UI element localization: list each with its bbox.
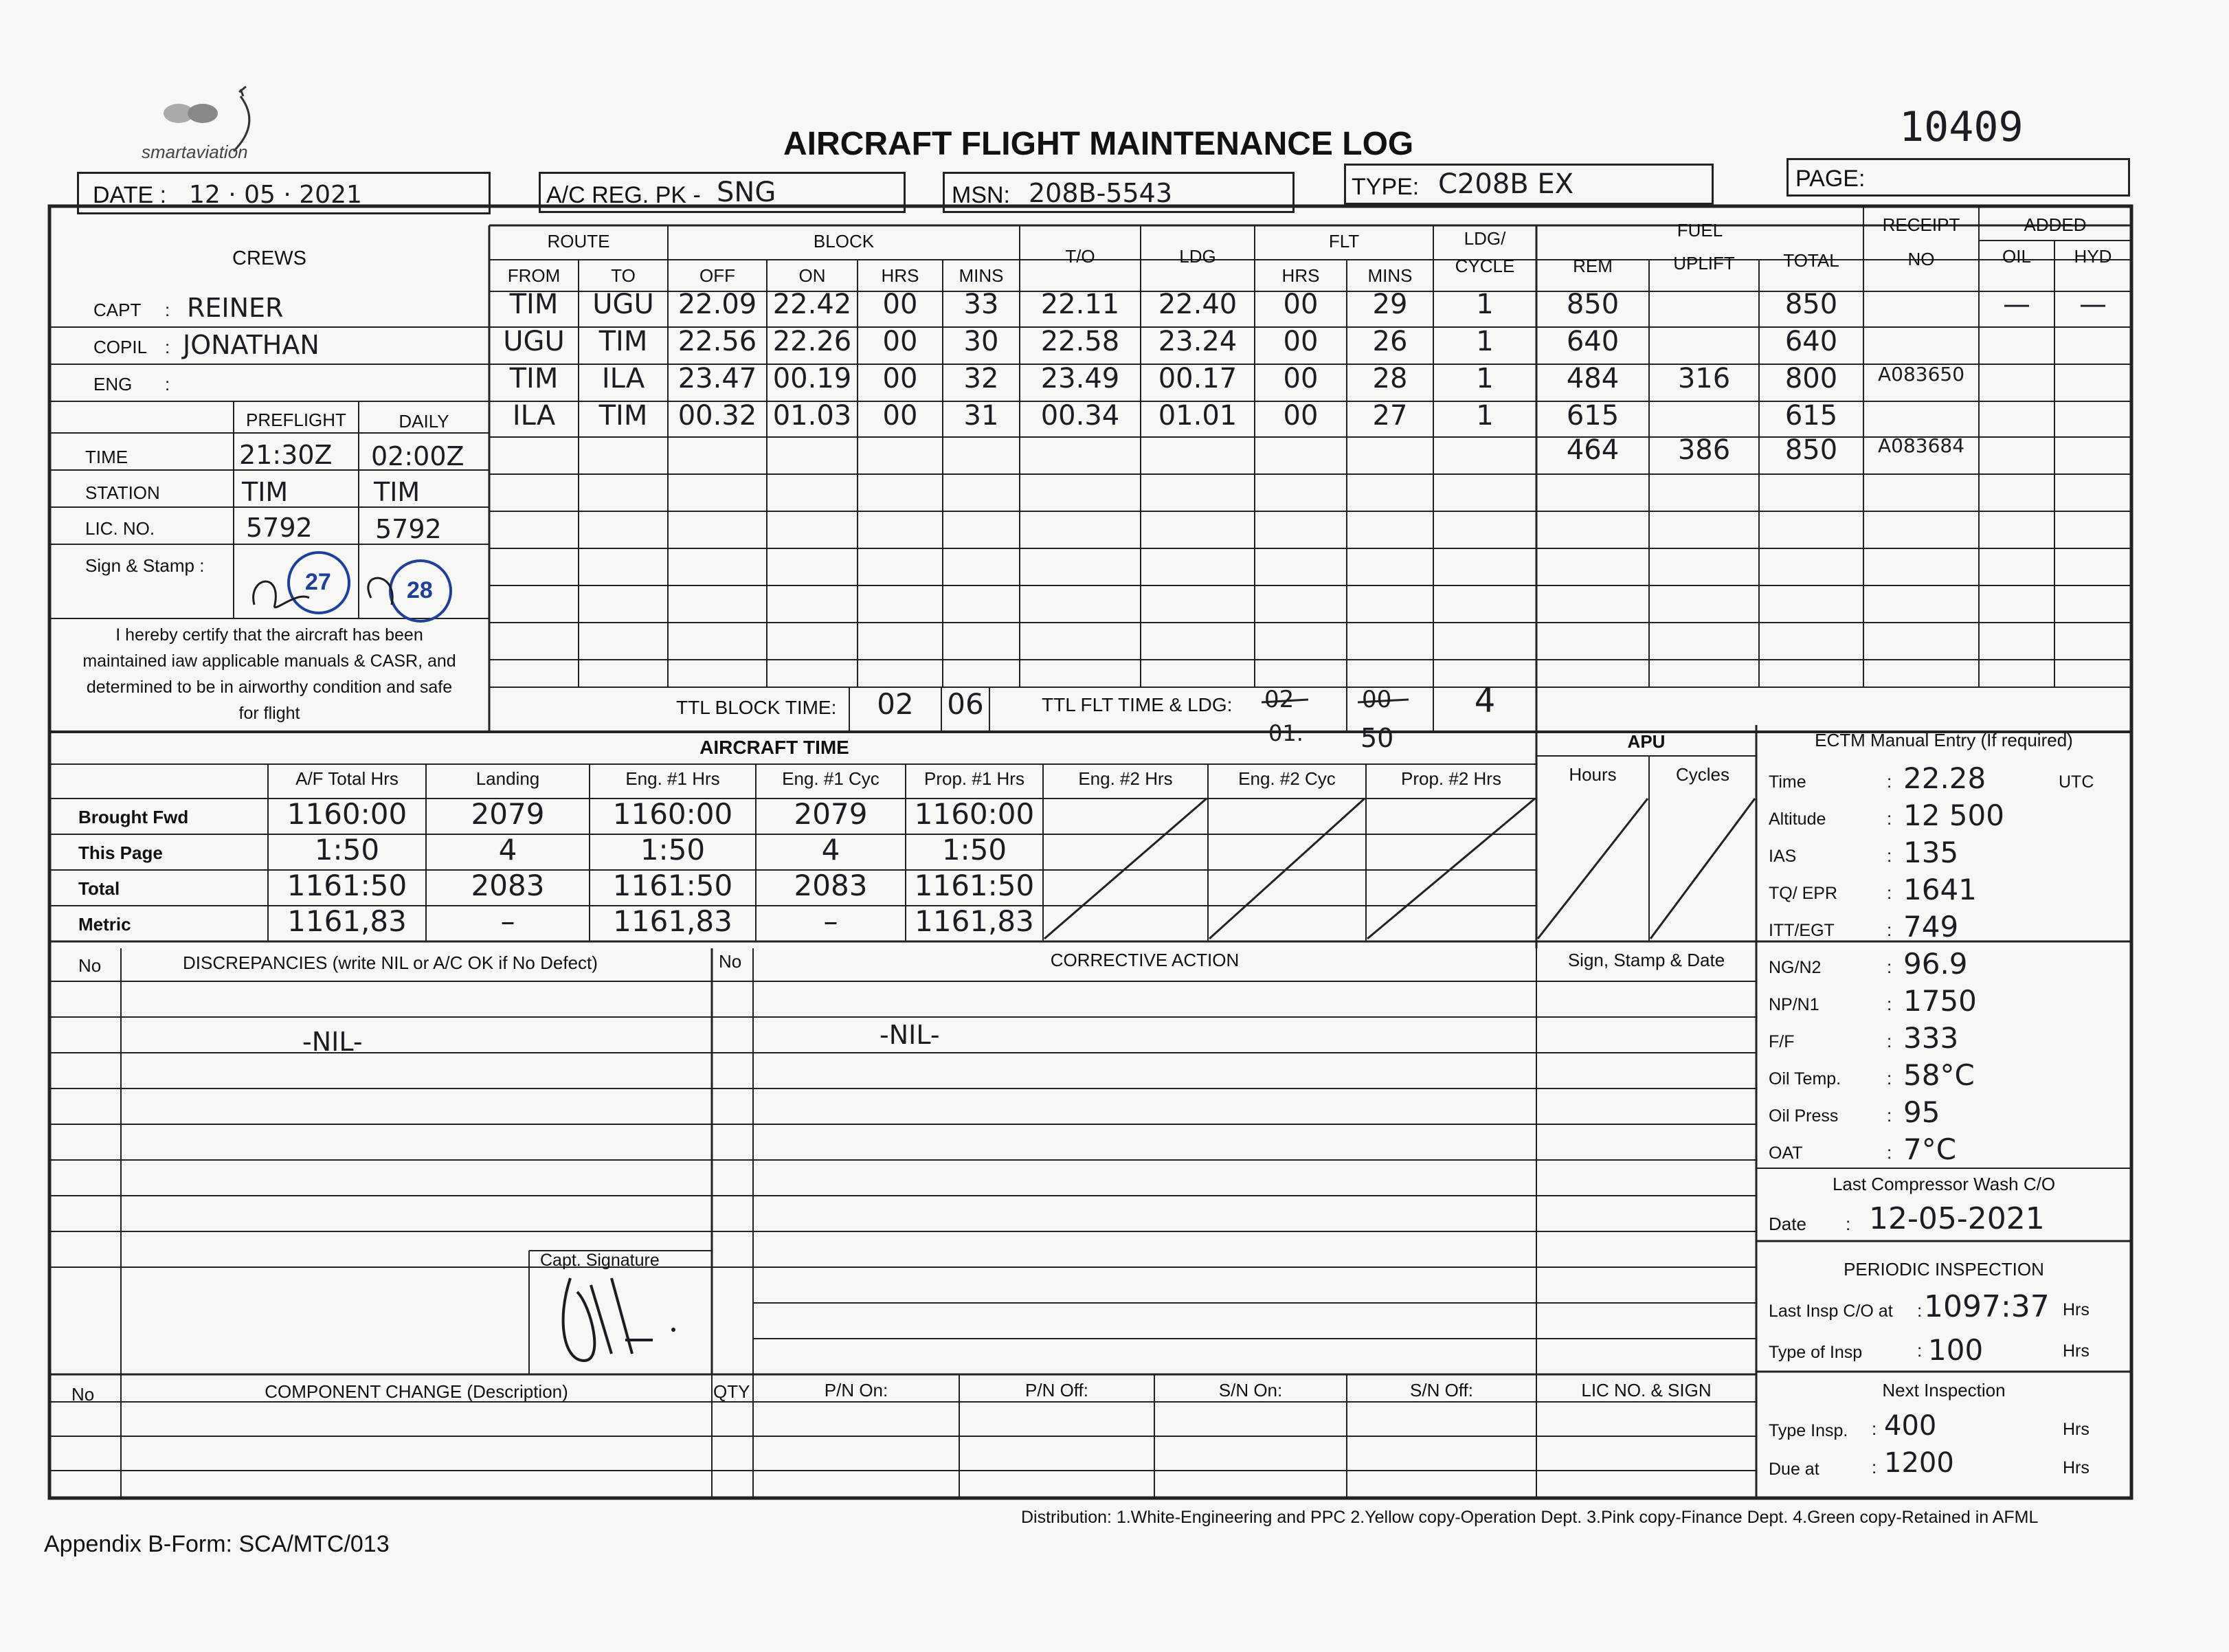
flight-cell-on: 00.19 [772, 363, 852, 394]
col-fuel: FUEL [1677, 220, 1723, 241]
col-oil: OIL [2002, 246, 2031, 267]
due-at-value: 1200 [1884, 1447, 1954, 1479]
aircraft-time-cell-af: 1161:50 [287, 869, 407, 902]
ectm-label: Time [1769, 772, 1806, 792]
form-code: Appendix B-Form: SCA/MTC/013 [44, 1531, 390, 1557]
flight-cell-total: 615 [1784, 400, 1838, 432]
periodic-title: PERIODIC INSPECTION [1844, 1259, 2044, 1280]
aircraft-time-cell-eng1cyc: 2083 [794, 869, 868, 902]
comp-qty-header: QTY [713, 1381, 750, 1402]
ectm-value: 96.9 [1903, 947, 1968, 981]
ectm-value: 22.28 [1903, 761, 1986, 795]
aircraft-time-cell-af: 1160:00 [287, 797, 407, 831]
date-value: 12 · 05 · 2021 [189, 181, 362, 209]
col-route: ROUTE [547, 231, 610, 252]
flight-cell-cyc: 1 [1476, 363, 1494, 394]
flight-cell-rem: 484 [1566, 363, 1620, 394]
flight-cell-uplift: 316 [1677, 363, 1731, 394]
daily-header: DAILY [399, 411, 449, 432]
aircraft-time-row-label: This Page [78, 842, 163, 863]
flight-cell-from: TIM [509, 289, 559, 320]
last-insp-value: 1097:37 [1924, 1289, 2050, 1324]
eng-label: ENG [93, 374, 133, 394]
flight-cell-total: 850 [1784, 434, 1838, 466]
aircraft-time-header: Eng. #1 Cyc [782, 768, 880, 789]
next-type-value: 400 [1884, 1410, 1937, 1442]
type-insp-colon: : [1917, 1340, 1923, 1361]
col-ldg-cycle-1: LDG/ [1464, 228, 1506, 249]
flight-cell-hyd: — [2079, 289, 2107, 320]
aircraft-time-header: Eng. #2 Hrs [1078, 768, 1173, 789]
flight-cell-to_t: 22.58 [1040, 326, 1120, 357]
ectm-label: OAT [1769, 1143, 1803, 1163]
form-title: AIRCRAFT FLIGHT MAINTENANCE LOG [783, 126, 1414, 162]
distribution-note: Distribution: 1.White-Engineering and PPC 2.Yellow copy-Operation Dept. 3.Pink copy-Finance Dept. 4.Green copy-Retained in AFML [1021, 1508, 2039, 1527]
aircraft-time-cell-eng1: 1160:00 [612, 797, 733, 831]
ca-text: -NIL- [880, 1020, 940, 1050]
ttl-block-hrs: 02 [877, 687, 914, 721]
comp-lic-sign: LIC NO. & SIGN [1581, 1380, 1712, 1400]
ectm-value: 333 [1903, 1021, 1959, 1055]
flight-cell-on: 01.03 [772, 400, 852, 432]
col-receipt-2: NO [1907, 249, 1935, 269]
ttl-flt-label: TTL FLT TIME & LDG: [1042, 694, 1233, 715]
ectm-label: F/F [1769, 1032, 1795, 1051]
ectm-colon: : [1887, 882, 1892, 903]
flight-cell-off: 23.47 [677, 363, 757, 394]
flight-cell-from: UGU [503, 326, 565, 357]
copil-name: JONATHAN [183, 330, 320, 360]
flight-cell-receipt: A083650 [1877, 363, 1965, 386]
captain-signature [550, 1264, 701, 1374]
disc-text: -NIL- [302, 1027, 363, 1057]
brand-logo [137, 82, 302, 165]
comp-pn-off: P/N Off: [1025, 1380, 1088, 1400]
ectm-value: 95 [1903, 1095, 1940, 1129]
flight-cell-total: 800 [1784, 363, 1838, 394]
due-at-colon: : [1872, 1457, 1877, 1477]
last-insp-colon: : [1917, 1300, 1923, 1321]
ca-no-header: No [719, 951, 742, 972]
flight-cell-total: 640 [1784, 326, 1838, 357]
col-to: TO [611, 265, 636, 286]
flight-cell-ldg: 01.01 [1158, 400, 1237, 432]
next-insp-title: Next Inspection [1882, 1380, 2006, 1400]
flight-cell-rem: 615 [1566, 400, 1620, 432]
sign-stamp-date-header: Sign, Stamp & Date [1567, 950, 1725, 970]
ectm-value: 7°C [1903, 1132, 1957, 1166]
col-block: BLOCK [813, 231, 875, 252]
last-insp-hrs: Hrs [2063, 1300, 2090, 1319]
copil-colon: : [165, 337, 170, 357]
ttl-block-label: TTL BLOCK TIME: [676, 697, 837, 718]
ca-title: CORRECTIVE ACTION [1050, 950, 1240, 970]
wash-colon: : [1846, 1214, 1851, 1234]
flight-cell-fh: 00 [1283, 289, 1319, 320]
flight-cell-to: UGU [592, 289, 654, 320]
lic-preflight: 5792 [246, 513, 313, 543]
next-type-label: Type Insp. [1769, 1421, 1848, 1440]
type-value: C208B EX [1438, 168, 1574, 200]
cert-line-1: I hereby certify that the aircraft has been [115, 625, 423, 645]
comp-sn-off: S/N Off: [1410, 1380, 1473, 1400]
ectm-value: 12 500 [1903, 799, 2004, 832]
col-rem: REM [1573, 256, 1613, 276]
capt-label: CAPT [93, 300, 142, 320]
preflight-signature [234, 550, 467, 618]
comp-title: COMPONENT CHANGE (Description) [265, 1381, 568, 1402]
flight-cell-on: 22.42 [772, 289, 852, 320]
ectm-colon: : [1887, 994, 1892, 1014]
aircraft-time-header: Landing [475, 768, 540, 789]
ectm-colon: : [1887, 1105, 1892, 1126]
ttl-flt-hrs-struck: 02 [1264, 686, 1295, 713]
reg-label: A/C REG. PK - [546, 182, 701, 208]
aircraft-time-cell-landing: 2083 [471, 869, 545, 902]
wash-date-label: Date [1769, 1214, 1806, 1234]
ectm-label: Oil Temp. [1769, 1069, 1841, 1089]
aircraft-time-title: AIRCRAFT TIME [699, 737, 849, 758]
time-label: TIME [85, 447, 128, 467]
flight-cell-from: TIM [509, 363, 559, 394]
col-ldg: LDG [1179, 246, 1216, 267]
flight-cell-hrs: 00 [882, 289, 918, 320]
flight-cell-mins: 30 [963, 326, 999, 357]
flight-cell-rem: 640 [1566, 326, 1620, 357]
msn-label: MSN: [952, 182, 1010, 208]
capt-name: REINER [187, 293, 284, 323]
flight-cell-to: TIM [598, 400, 648, 432]
ectm-label: IAS [1769, 847, 1797, 866]
flight-cell-total: 850 [1784, 289, 1838, 320]
ttl-block-mins: 06 [947, 687, 984, 721]
ectm-colon: : [1887, 845, 1892, 866]
ectm-colon: : [1887, 808, 1892, 829]
aircraft-time-cell-eng1cyc: 2079 [794, 797, 868, 831]
aircraft-time-cell-eng1: 1:50 [640, 833, 706, 867]
wash-title: Last Compressor Wash C/O [1832, 1174, 2056, 1194]
page-label: PAGE: [1795, 166, 1866, 192]
aircraft-time-header: Eng. #1 Hrs [625, 768, 720, 789]
col-flt-mins: MINS [1367, 265, 1413, 286]
ectm-label: NP/N1 [1769, 995, 1819, 1014]
aircraft-time-header: A/F Total Hrs [295, 768, 399, 789]
msn-value: 208B-5543 [1029, 178, 1173, 208]
flight-cell-cyc: 1 [1476, 289, 1494, 320]
flight-cell-on: 22.26 [772, 326, 852, 357]
aircraft-time-cell-prop1: 1:50 [941, 833, 1007, 867]
flight-cell-rem: 464 [1566, 434, 1620, 466]
cert-line-2: maintained iaw applicable manuals & CASR, and [82, 651, 456, 671]
col-on: ON [798, 265, 826, 286]
ectm-value: 749 [1903, 910, 1959, 944]
msn-box [943, 172, 1295, 213]
aircraft-time-header: Prop. #1 Hrs [924, 768, 1024, 789]
aircraft-time-cell-landing: – [500, 904, 515, 938]
col-receipt-1: RECEIPT [1882, 214, 1960, 235]
ectm-label: NG/N2 [1769, 958, 1822, 977]
aircraft-time-header: Eng. #2 Cyc [1238, 768, 1336, 789]
preflight-header: PREFLIGHT [246, 410, 346, 430]
flight-cell-to_t: 23.49 [1040, 363, 1120, 394]
flight-cell-to: ILA [601, 363, 645, 394]
ectm-colon: : [1887, 957, 1892, 977]
last-insp-label: Last Insp C/O at [1769, 1302, 1893, 1321]
disc-no-header: No [78, 955, 102, 976]
aircraft-time-cell-af: 1161,83 [287, 904, 407, 938]
flight-cell-off: 00.32 [677, 400, 757, 432]
ectm-value: 1750 [1903, 984, 1977, 1018]
flight-cell-off: 22.56 [677, 326, 757, 357]
col-off: OFF [699, 265, 735, 286]
ectm-colon: : [1887, 1031, 1892, 1051]
apu-hours: Hours [1569, 764, 1617, 785]
ectm-value: 1641 [1903, 873, 1977, 906]
flight-cell-oil: — [2003, 289, 2030, 320]
capt-signature-label: Capt. Signature [540, 1251, 660, 1270]
col-flt: FLT [1328, 231, 1360, 252]
ectm-title: ECTM Manual Entry (If required) [1815, 730, 2073, 750]
ectm-value: 135 [1903, 836, 1959, 869]
ttl-flt-mins-struck: 00 [1362, 686, 1392, 713]
flight-cell-ldg: 22.40 [1158, 289, 1237, 320]
aircraft-time-row-label: Brought Fwd [78, 807, 189, 827]
time-daily: 02:00Z [371, 441, 464, 471]
lic-daily: 5792 [375, 514, 442, 544]
ectm-colon: : [1887, 771, 1892, 792]
col-hyd: HYD [2074, 246, 2112, 267]
ectm-colon: : [1887, 1142, 1892, 1163]
serial-number: 10409 [1899, 103, 2024, 151]
comp-pn-on: P/N On: [824, 1380, 888, 1400]
col-ldg-cycle-2: CYCLE [1455, 256, 1515, 276]
disc-title: DISCREPANCIES (write NIL or A/C OK if No Defect) [183, 952, 598, 973]
aircraft-time-cell-eng1: 1161:50 [612, 869, 733, 902]
flight-cell-fm: 28 [1372, 363, 1408, 394]
ectm-unit: UTC [2059, 772, 2094, 792]
next-type-hrs: Hrs [2063, 1420, 2090, 1439]
col-uplift: UPLIFT [1673, 253, 1735, 274]
flight-cell-fm: 27 [1372, 400, 1408, 432]
ectm-label: TQ/ EPR [1769, 884, 1838, 903]
brand-name: smartaviation [142, 142, 248, 162]
flight-cell-hrs: 00 [882, 400, 918, 432]
flight-cell-hrs: 00 [882, 326, 918, 357]
eng-colon: : [165, 374, 170, 394]
ttl-flt-hrs: 01. [1268, 720, 1303, 746]
aircraft-time-cell-af: 1:50 [314, 833, 380, 867]
flight-cell-ldg: 00.17 [1158, 363, 1237, 394]
ectm-label: Altitude [1769, 810, 1826, 829]
station-label: STATION [85, 482, 160, 503]
flight-cell-cyc: 1 [1476, 400, 1494, 432]
cert-line-4: for flight [238, 704, 300, 723]
flight-cell-mins: 33 [963, 289, 999, 320]
flight-cell-rem: 850 [1566, 289, 1620, 320]
flight-cell-fh: 00 [1283, 326, 1319, 357]
comp-no-header: No [71, 1384, 95, 1405]
type-box [1344, 164, 1714, 205]
ttl-flt-mins: 50 [1360, 723, 1394, 753]
due-at-label: Due at [1769, 1460, 1819, 1479]
time-preflight: 21:30Z [239, 440, 333, 470]
next-type-colon: : [1872, 1418, 1877, 1439]
type-insp-label: Type of Insp [1769, 1343, 1863, 1362]
ectm-value: 58°C [1903, 1058, 1975, 1092]
col-total: TOTAL [1783, 250, 1839, 271]
aircraft-time-row-label: Total [78, 878, 120, 899]
flight-cell-fm: 29 [1372, 289, 1408, 320]
flight-cell-off: 22.09 [677, 289, 757, 320]
col-hrs: HRS [881, 265, 919, 286]
sign-stamp-label: Sign & Stamp : [85, 555, 205, 576]
date-label: DATE : [93, 182, 167, 208]
flight-cell-hrs: 00 [882, 363, 918, 394]
col-crews: CREWS [232, 247, 306, 269]
flight-cell-to_t: 00.34 [1040, 400, 1120, 432]
ectm-colon: : [1887, 919, 1892, 940]
aircraft-time-cell-landing: 2079 [471, 797, 545, 831]
station-daily: TIM [374, 477, 421, 507]
stamp-1-number: 27 [305, 569, 331, 595]
reg-value: SNG [717, 177, 776, 208]
type-insp-hrs: Hrs [2063, 1341, 2090, 1361]
aircraft-time-header: Prop. #2 Hrs [1401, 768, 1501, 789]
aircraft-time-cell-prop1: 1161:50 [914, 869, 1035, 902]
flight-cell-mins: 32 [963, 363, 999, 394]
flight-cell-fh: 00 [1283, 400, 1319, 432]
stamp-2-number: 28 [407, 577, 433, 603]
flight-cell-to_t: 22.11 [1040, 289, 1120, 320]
ectm-label: Oil Press [1769, 1106, 1839, 1126]
flight-cell-fm: 26 [1372, 326, 1408, 357]
comp-sn-on: S/N On: [1218, 1380, 1283, 1400]
date-box [77, 172, 491, 214]
aircraft-time-cell-eng1cyc: – [823, 904, 838, 938]
flight-cell-receipt: A083684 [1877, 434, 1965, 457]
flight-cell-fh: 00 [1283, 363, 1319, 394]
station-preflight: TIM [242, 477, 289, 507]
lic-label: LIC. NO. [85, 518, 155, 539]
type-insp-value: 100 [1928, 1333, 1984, 1367]
ectm-colon: : [1887, 1068, 1892, 1089]
flight-cell-ldg: 23.24 [1158, 326, 1237, 357]
apu-title: APU [1627, 731, 1666, 752]
flight-cell-from: ILA [512, 400, 556, 432]
col-added: ADDED [2024, 214, 2087, 235]
capt-colon: : [165, 300, 170, 320]
cert-line-3: determined to be in airworthy condition and safe [86, 678, 453, 697]
wash-date-value: 12-05-2021 [1869, 1201, 2045, 1236]
col-mins: MINS [959, 265, 1004, 286]
ectm-label: ITT/EGT [1769, 921, 1835, 940]
flight-cell-mins: 31 [963, 400, 999, 432]
aircraft-time-cell-prop1: 1160:00 [914, 797, 1035, 831]
apu-cycles: Cycles [1675, 764, 1729, 785]
due-at-hrs: Hrs [2063, 1458, 2090, 1477]
ttl-ldg-total: 4 [1474, 682, 1496, 720]
col-flt-hrs: HRS [1281, 265, 1320, 286]
flight-cell-uplift: 386 [1677, 434, 1731, 466]
aircraft-time-cell-landing: 4 [498, 833, 517, 867]
aircraft-time-cell-prop1: 1161,83 [915, 904, 1034, 938]
aircraft-time-cell-eng1cyc: 4 [821, 833, 840, 867]
flight-cell-to: TIM [598, 326, 648, 357]
page-box [1786, 158, 2130, 197]
flight-cell-cyc: 1 [1476, 326, 1494, 357]
type-label: TYPE: [1352, 174, 1420, 200]
reg-box [539, 172, 906, 213]
copil-label: COPIL [93, 337, 148, 357]
aircraft-time-cell-eng1: 1161,83 [613, 904, 732, 938]
aircraft-time-row-label: Metric [78, 914, 131, 935]
col-from: FROM [507, 265, 561, 286]
col-takeoff: T/O [1065, 246, 1095, 267]
